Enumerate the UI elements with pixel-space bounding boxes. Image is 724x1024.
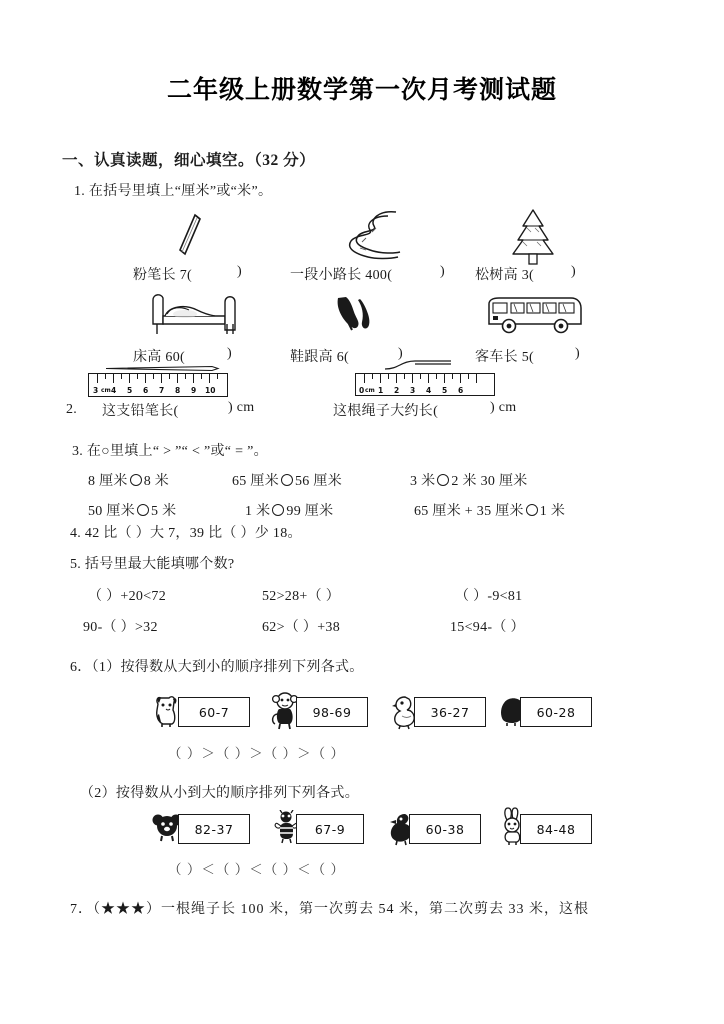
question-1-prompt: 1. 在括号里填上“厘米”或“米”。 [74, 184, 273, 199]
q1-item-chalk [133, 208, 283, 283]
q3-r1c1-right: 8 米 [143, 474, 170, 489]
q1-label-heel: 鞋跟高 6( [290, 350, 349, 365]
compare-circle[interactable] [130, 474, 142, 486]
q1-label-bed: 床高 60( [133, 350, 185, 365]
q3-r1c2-left: 65 厘米 [232, 474, 279, 489]
q1-blank-tree: ) [571, 264, 576, 279]
question-2-right-label: 这根绳子大约长( [333, 404, 439, 419]
section-one-heading: 一、认真读题，细心填空。（32 分） [62, 152, 316, 169]
ruler-left-num-8: 8 [175, 386, 181, 395]
q3-r2c3-right: 1 米 [539, 504, 566, 519]
q1-item-bus [475, 290, 645, 365]
ruler-left-num-6: 6 [143, 386, 149, 395]
question-2-number: 2. [66, 402, 78, 417]
q6-part2-compare-row[interactable]: （ ）＜（ ）＜（ ）＜（ ） [168, 862, 345, 877]
q3-r2c1 [88, 500, 176, 520]
ruler-left-num-4: 4 [111, 386, 117, 395]
pencil-icon [104, 364, 222, 373]
q3-r2c1-right: 5 米 [151, 504, 177, 519]
ruler-left-num-3: 3 [93, 386, 99, 395]
q1-blank-road: ) [440, 264, 445, 279]
question-3-prompt: 3. 在○里填上“ > ”“ < ”或“ = ”。 [72, 444, 268, 459]
compare-circle[interactable] [137, 504, 149, 516]
compare-circle[interactable] [437, 474, 449, 486]
q3-r2c3 [414, 500, 565, 520]
q6-part2-expr-4: 84-48 [520, 814, 592, 844]
compare-circle[interactable] [281, 474, 293, 486]
q6-part1-compare-row[interactable]: （ ）＞（ ）＞（ ）＞（ ） [168, 746, 345, 761]
question-5-prompt: 5. 括号里最大能填哪个数? [70, 557, 235, 572]
page-title: 二年级上册数学第一次月考测试题 [166, 75, 557, 104]
q6-part1-expr-1: 60-7 [178, 697, 250, 727]
ruler-right-num-1: 1 [378, 386, 384, 395]
question-6-part2-prompt: （2）按得数从小到大的顺序排列下列各式。 [80, 786, 359, 801]
bed-icon [145, 290, 245, 338]
q5-row2-item2: 62>（ ）+38 [262, 620, 340, 635]
chalk-icon [173, 212, 207, 258]
question-4-text: 4. 42 比（ ）大 7，39 比（ ）少 18。 [70, 526, 302, 541]
q5-row1-item2: 52>28+（ ） [262, 589, 340, 604]
question-2-right-blank: ) cm [490, 400, 517, 415]
ruler-left-unit: cm [101, 387, 111, 394]
question-7-text: 7．（★★★）一根绳子长 100 米，第一次剪去 54 米，第二次剪去 33 米，这根 [70, 902, 589, 917]
q3-r1c1-left: 8 厘米 [88, 474, 128, 489]
pine-tree-icon [503, 208, 563, 266]
q5-row2-item1: 90-（ ）>32 [83, 620, 158, 635]
q5-row1-item1: （ ）+20<72 [88, 589, 166, 604]
ruler-right-num-2: 2 [394, 386, 400, 395]
rope-ruler-figure [355, 358, 495, 398]
compare-circle[interactable] [526, 504, 538, 516]
q6-part1-expr-3: 36-27 [414, 697, 486, 727]
q1-item-bed [133, 290, 283, 365]
question-2-left-label: 这支铅笔长( [102, 404, 179, 419]
q1-blank-bus: ) [575, 346, 580, 361]
ruler-right-unit: cm [365, 387, 375, 394]
q3-r1c3-left: 3 米 [410, 474, 436, 489]
q3-r1c2-right: 56 厘米 [295, 474, 342, 489]
q1-blank-bed: ) [227, 346, 232, 361]
ruler-left-num-5: 5 [127, 386, 133, 395]
q6-part1-expr-4: 60-28 [520, 697, 592, 727]
q6-part2-expr-2: 67-9 [296, 814, 364, 844]
q6-part2-expr-3: 60-38 [409, 814, 481, 844]
q3-r1c1 [88, 470, 169, 490]
ruler-right-num-0: 0 [359, 386, 365, 395]
q1-label-road: 一段小路长 400( [290, 268, 393, 283]
q1-item-heel [290, 290, 465, 365]
q3-r2c3-left: 65 厘米 + 35 厘米 [414, 504, 524, 519]
q5-row1-item3: （ ）-9<81 [455, 589, 523, 604]
q3-r1c3-right: 2 米 30 厘米 [451, 474, 528, 489]
q1-item-tree [475, 208, 625, 283]
ruler-left-num-10: 10 [205, 386, 216, 395]
q1-label-tree: 松树高 3( [475, 268, 534, 283]
question-2-left-blank: ) cm [228, 400, 255, 415]
q3-r2c2-right: 99 厘米 [286, 504, 334, 519]
ruler-left-num-9: 9 [191, 386, 197, 395]
high-heel-icon [332, 292, 376, 336]
q3-r2c2 [245, 500, 333, 520]
ruler-left [88, 373, 228, 397]
q1-blank-heel: ) [398, 346, 403, 361]
ruler-left-num-7: 7 [159, 386, 165, 395]
q6-part2-expr-1: 82-37 [178, 814, 250, 844]
ruler-right-num-6: 6 [458, 386, 464, 395]
ruler-right-num-5: 5 [442, 386, 448, 395]
rope-icon [381, 358, 461, 372]
q1-item-road [290, 208, 465, 283]
q3-r2c1-left: 50 厘米 [88, 504, 135, 519]
ruler-right-num-4: 4 [426, 386, 432, 395]
road-icon [318, 208, 404, 264]
ruler-right [355, 373, 495, 396]
q5-row2-item3: 15<94-（ ） [450, 620, 525, 635]
bus-icon [483, 292, 587, 340]
q1-label-chalk: 粉笔长 7( [133, 268, 192, 283]
q6-part1-expr-2: 98-69 [296, 697, 368, 727]
q3-r2c2-left: 1 米 [245, 504, 271, 519]
compare-circle[interactable] [272, 504, 284, 516]
q3-r1c3 [410, 470, 528, 490]
q1-blank-chalk: ) [237, 264, 242, 279]
question-6-part1-prompt: 6．（1）按得数从大到小的顺序排列下列各式。 [70, 660, 364, 675]
ruler-right-num-3: 3 [410, 386, 416, 395]
q3-r1c2 [232, 470, 342, 490]
pencil-ruler-figure [88, 364, 228, 398]
q1-label-bus: 客车长 5( [475, 350, 534, 365]
